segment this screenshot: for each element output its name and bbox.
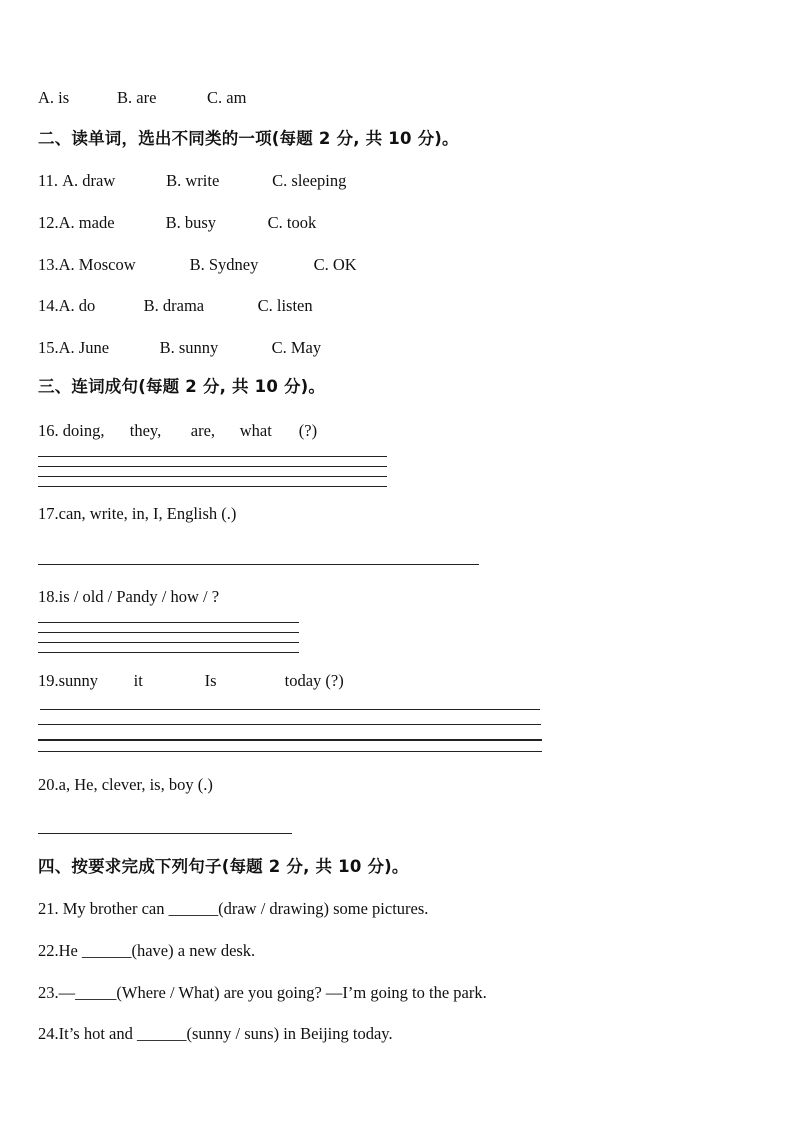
- sentence-text: My brother can ______(draw / drawing) some pictures.: [58, 899, 429, 918]
- option-b: B. busy: [165, 213, 217, 232]
- option-b: B. sunny: [159, 338, 219, 357]
- question-number: 11.: [38, 171, 59, 190]
- question-19: [38, 671, 344, 691]
- question-number: 17.: [38, 504, 59, 523]
- question-number: 19.: [38, 671, 59, 690]
- section4-heading: 四、按要求完成下列句子(每题 2 分, 共 10 分)。: [38, 857, 409, 876]
- word: Is: [204, 671, 217, 690]
- word: today (?): [284, 671, 344, 690]
- option-a: A. is: [38, 88, 70, 107]
- sentence-text: He ______(have) a new desk.: [58, 941, 256, 960]
- question-21: [38, 899, 428, 919]
- question-number: 13.: [38, 255, 59, 274]
- option-c: C. listen: [257, 296, 313, 315]
- answer-line[interactable]: [38, 724, 541, 725]
- question-number: 20.: [38, 775, 59, 794]
- answer-line[interactable]: [38, 564, 479, 565]
- word: sunny: [58, 671, 99, 690]
- scrambled-words: is / old / Pandy / how / ?: [58, 587, 220, 606]
- scrambled-words: can, write, in, I, English (.): [58, 504, 237, 523]
- word: they,: [129, 421, 162, 440]
- option-c: C. May: [271, 338, 322, 357]
- answer-line[interactable]: [38, 476, 387, 477]
- answer-line[interactable]: [38, 739, 542, 741]
- word: (?): [298, 421, 318, 440]
- question-24: [38, 1024, 393, 1044]
- question-number: 24.: [38, 1024, 59, 1043]
- question-number: 21.: [38, 899, 59, 918]
- answer-line[interactable]: [38, 642, 299, 643]
- top-options-row: [38, 88, 246, 108]
- question-15: [38, 338, 321, 358]
- option-a: A. do: [58, 296, 96, 315]
- option-a: A. Moscow: [58, 255, 136, 274]
- scrambled-words: a, He, clever, is, boy (.): [58, 775, 213, 794]
- option-b: B. are: [117, 88, 157, 107]
- question-22: [38, 941, 255, 961]
- answer-line[interactable]: [38, 466, 387, 467]
- question-number: 22.: [38, 941, 59, 960]
- answer-line[interactable]: [38, 486, 387, 487]
- question-11: [38, 171, 346, 191]
- option-b: B. Sydney: [189, 255, 259, 274]
- answer-line[interactable]: [38, 622, 299, 623]
- option-c: C. OK: [313, 255, 357, 274]
- sentence-text: —_____(Where / What) are you going? —I’m going to the park.: [58, 983, 487, 1002]
- question-12: [38, 213, 316, 233]
- question-number: 12.: [38, 213, 59, 232]
- question-20: [38, 775, 213, 795]
- question-13: [38, 255, 357, 275]
- sentence-text: It’s hot and ______(sunny / suns) in Beijing today.: [58, 1024, 393, 1043]
- option-a: A. draw: [62, 171, 116, 190]
- question-number: 15.: [38, 338, 59, 357]
- question-number: 16.: [38, 421, 59, 440]
- question-23: [38, 983, 487, 1003]
- word: doing,: [62, 421, 105, 440]
- question-number: 18.: [38, 587, 59, 606]
- question-16: [38, 421, 317, 441]
- question-17: [38, 504, 236, 524]
- option-c: C. sleeping: [272, 171, 347, 190]
- word: what: [239, 421, 272, 440]
- option-b: B. write: [166, 171, 220, 190]
- section3-heading: 三、连词成句(每题 2 分, 共 10 分)。: [38, 377, 326, 396]
- word: are,: [190, 421, 216, 440]
- question-14: [38, 296, 313, 316]
- section2-heading: 二、读单词，选出不同类的一项(每题 2 分, 共 10 分)。: [38, 129, 459, 148]
- option-c: C. took: [267, 213, 317, 232]
- word: it: [133, 671, 143, 690]
- question-18: [38, 587, 219, 607]
- question-number: 14.: [38, 296, 59, 315]
- answer-line[interactable]: [38, 833, 292, 834]
- answer-line[interactable]: [38, 652, 299, 653]
- answer-line[interactable]: [38, 632, 299, 633]
- option-c: C. am: [207, 88, 247, 107]
- answer-line[interactable]: [38, 751, 542, 752]
- option-a: A. June: [58, 338, 110, 357]
- question-number: 23.: [38, 983, 59, 1002]
- option-a: A. made: [58, 213, 115, 232]
- answer-line[interactable]: [38, 456, 387, 457]
- option-b: B. drama: [143, 296, 205, 315]
- answer-line[interactable]: [40, 709, 540, 710]
